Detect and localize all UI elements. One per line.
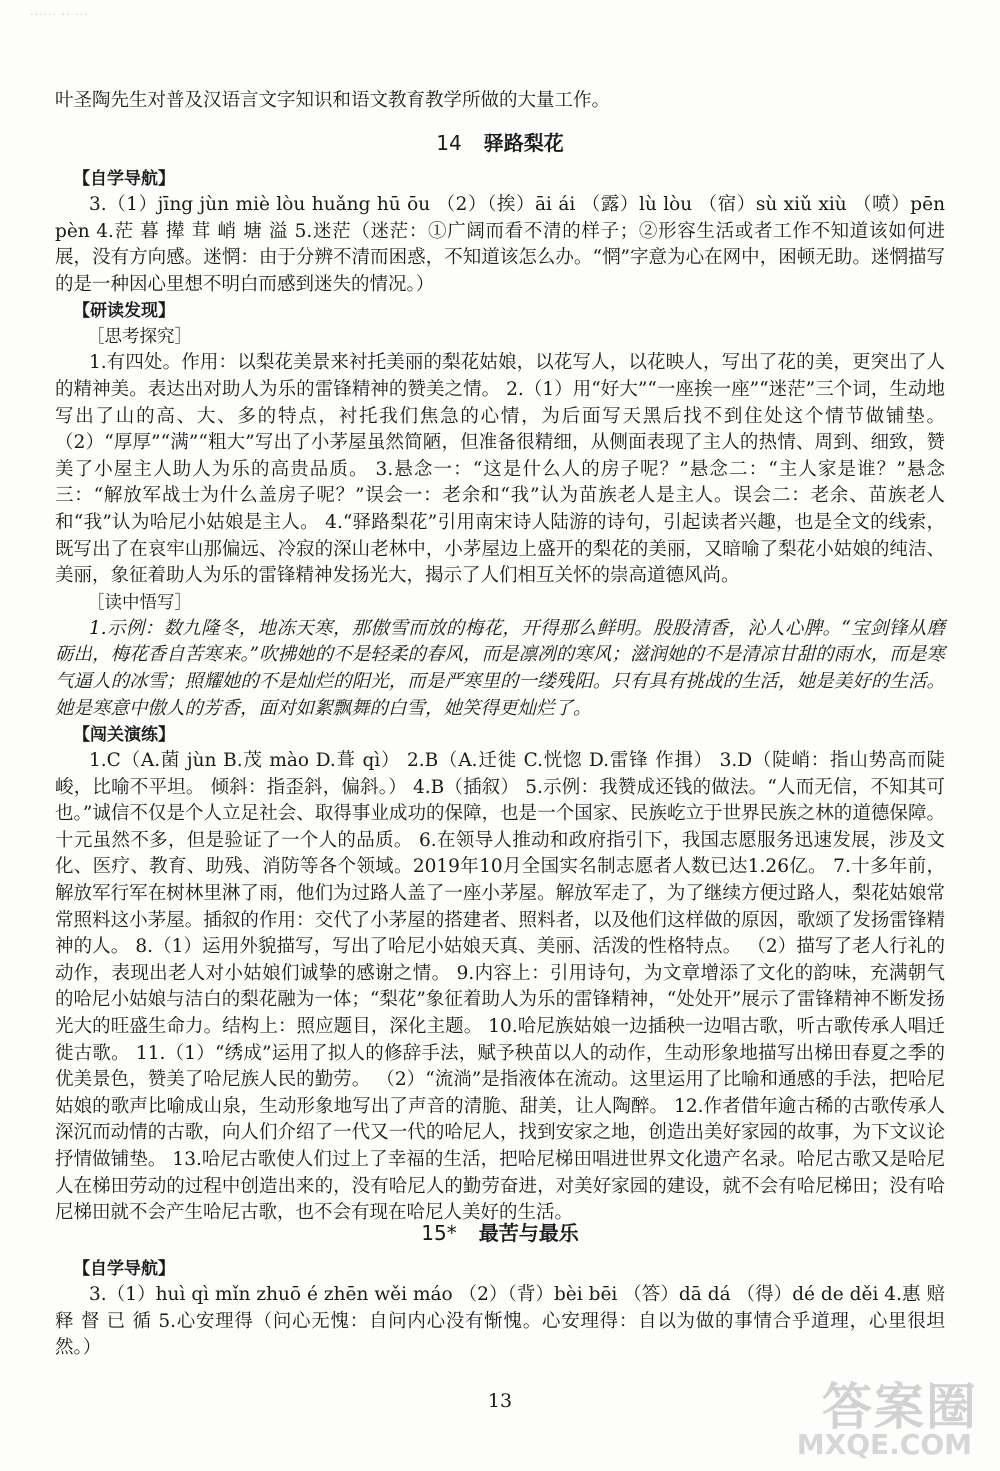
write-text: 1.示例：数九隆冬，地冻天寒，那傲雪而放的梅花，开得那么鲜明。股股清香，沁人心脾。“宝剑锋从磨砺出，梅花香自苦寒来。”吹拂她的不是轻柔的春风，而是凛冽的寒风；滋润她的不是清凉甘甜的雨水，而是寒气逼人的冰雪；照耀她的不是灿烂的阳光，而是严寒里的一缕残阳。只有具有挑战的生活，她是美好的生活。她是寒意中傲人的芳香，面对如絮飘舞的白雪，她笑得更灿烂了。 bbox=[55, 617, 945, 719]
lesson-14-title bbox=[55, 128, 945, 158]
lesson-number: 14 bbox=[436, 131, 462, 155]
practice-text: 1.C（A.菌 jùn B.茂 mào D.葺 qì） 2.B（A.迁徙 C.恍惚 D.雷锋 作揖） 3.D（陡峭：指山势高而陡峻，比喻不平坦。 倾斜：指歪斜，偏斜。） 4.B（插叙） 5.示例：我赞成还钱的做法。“人而无信，不知其可也。”诚信不仅是个人立足社会、取得事业成功的保障，也是一个国家、民族屹立于世界民族之林的道德保障。十元虽然不多，但是验证了一个人的品质。 6.在领导人推动和政府指引下，我国志愿服务迅速发展，涉及文化、医疗、教育、助残、消防等各个领域。2019年10月全国实名制志愿者人数已达1.26亿。 7.十多年前，解放军行军在树林里淋了雨，他们为过路人盖了一座小茅屋。解放军走了，为了继续方便过路人，梨花姑娘常常照料这小茅屋。插叙的作用：交代了小茅屋的搭建者、照料者，以及他们这样做的原因，歌颂了发扬雷锋精神的人。 8.（1）运用外貌描写，写出了哈尼小姑娘天真、美丽、活泼的性格特点。 （2）描写了老人行礼的动作，表现出老人对小姑娘们诚挚的感谢之情。 9.内容上：引用诗句，为文章增添了文化的韵味，充满朝气的哈尼小姑娘与洁白的梨花融为一体；“梨花”象征着助人为乐的雷锋精神，“处处开”展示了雷锋精神不断发扬光大的旺盛生命力。结构上：照应题目，深化主题。 10.哈尼族姑娘一边插秧一边唱古歌，听古歌传承人唱迁徙古歌。 11.（1）“绣成”运用了拟人的修辞手法，赋予秧苗以人的动作，生动形象地描写出梯田春夏之季的优美景色，赞美了哈尼族人民的勤劳。 （2）“流淌”是指液体在流动。这里运用了比喻和通感的手法，把哈尼姑娘的歌声比喻成山泉，生动形象地写出了声音的清脆、甜美，让人陶醉。 12.作者借年逾古稀的古歌传承人深沉而动情的古歌，向人们介绍了一代又一代的哈尼人，找到安家之地，创造出美好家园的故事，为下文议论抒情做铺垫。 13.哈尼古歌使人们过上了幸福的生活，把哈尼梯田唱进世界文化遗产名录。哈尼古歌又是哈尼人在梯田劳动的过程中创造出来的，没有哈尼人的勤劳奋进，对美好家园的建设，就不会有哈尼梯田；没有哈尼梯田就不会产生哈尼古歌，也不会有现在哈尼人美好的生活。 bbox=[55, 750, 945, 1224]
page-number: 13 bbox=[487, 1390, 513, 1412]
subsection-write: ［读中悟写］ bbox=[87, 592, 192, 613]
lesson-title-text: 驿路梨花 bbox=[483, 131, 564, 155]
think-text: 1.有四处。作用：以梨花美景来衬托美丽的梨花姑娘，以花写人，以花映人，写出了花的美，更突出了人的精神美。表达出对助人为乐的雷锋精神的赞美之情。 2.（1）用“好大”“一座挨一座”“迷茫”三个词，生动地写出了山的高、大、多的特点，衬托我们焦急的心情，为后面写天黑后找不到住处这个情节做铺垫。 （2）“厚厚”“满”“粗大”写出了小茅屋虽然简陋，但准备很精细，从侧面表现了主人的热情、周到、细致，赞美了小屋主人助人为乐的高贵品质。 3.悬念一：“这是什么人的房子呢？”悬念二：“主人家是谁？”悬念三：“解放军战士为什么盖房子呢？”误会一：老余和“我”认为苗族老人是主人。误会二：老余、苗族老人和“我”认为哈尼小姑娘是主人。 4.“驿路梨花”引用南宋诗人陆游的诗句，引起读者兴趣，也是全文的线索，既写出了在哀牢山那偏远、冷寂的深山老林中，小茅屋边上盛开的梨花的美丽，又暗喻了梨花小姑娘的纯洁、美丽，象征着助人为乐的雷锋精神发扬光大，揭示了人们相互关怀的崇高道德风尚。 bbox=[55, 352, 945, 587]
watermark-url: MXQE.COM bbox=[796, 1428, 972, 1461]
section-self-study: 【自学导航】 bbox=[73, 169, 175, 189]
self-study-text: 3.（1）huì qì mǐn zhuō é zhēn wěi máo （2）（背）bèi bēi （答）dā dá （得）dé de děi 4.惠 赔 释 督 已 循 5.心安理得（问心无愧：自问内心没有惭愧。心安理得：自以为做的事情合乎道理，心里很坦然。） bbox=[55, 1284, 945, 1359]
faint-header: ······ ·· ··· bbox=[30, 8, 89, 21]
lesson-14 bbox=[55, 128, 945, 1227]
section-practice: 【闯关演练】 bbox=[73, 725, 175, 746]
lesson-15-title bbox=[55, 1218, 945, 1248]
watermark-logo bbox=[778, 1361, 978, 1461]
intro-line: 叶圣陶先生对普及汉语言文字知识和语文教育教学所做的大量工作。 bbox=[55, 90, 611, 111]
section-self-study: 【自学导航】 bbox=[73, 1259, 175, 1279]
section-research: 【研读发现】 bbox=[73, 301, 175, 322]
self-study-text: 3.（1）jīng jùn miè lòu huǎng hū ōu （2）（挨）āi ái （露）lù lòu （宿）sù xiǔ xiù （喷）pēn pèn 4.茫 暮 撵 茸 峭 塘 溢 5.迷茫（迷茫：①广阔而看不清的样子；②形容生活或者工作不知道该如何进展，没有方向感。迷惘：由于分辨不清而困惑，不知道该怎么办。“惘”字意为心在网中，困顿无助。迷惘描写的是一种因心里想不明白而感到迷失的情况。） bbox=[55, 194, 945, 295]
watermark-text: 答案圈 bbox=[822, 1378, 978, 1436]
lesson-title-text: 最苦与最乐 bbox=[478, 1221, 579, 1245]
lesson-number: 15* bbox=[421, 1221, 457, 1245]
lesson-15 bbox=[55, 1218, 945, 1362]
subsection-think: ［思考探究］ bbox=[87, 327, 192, 348]
